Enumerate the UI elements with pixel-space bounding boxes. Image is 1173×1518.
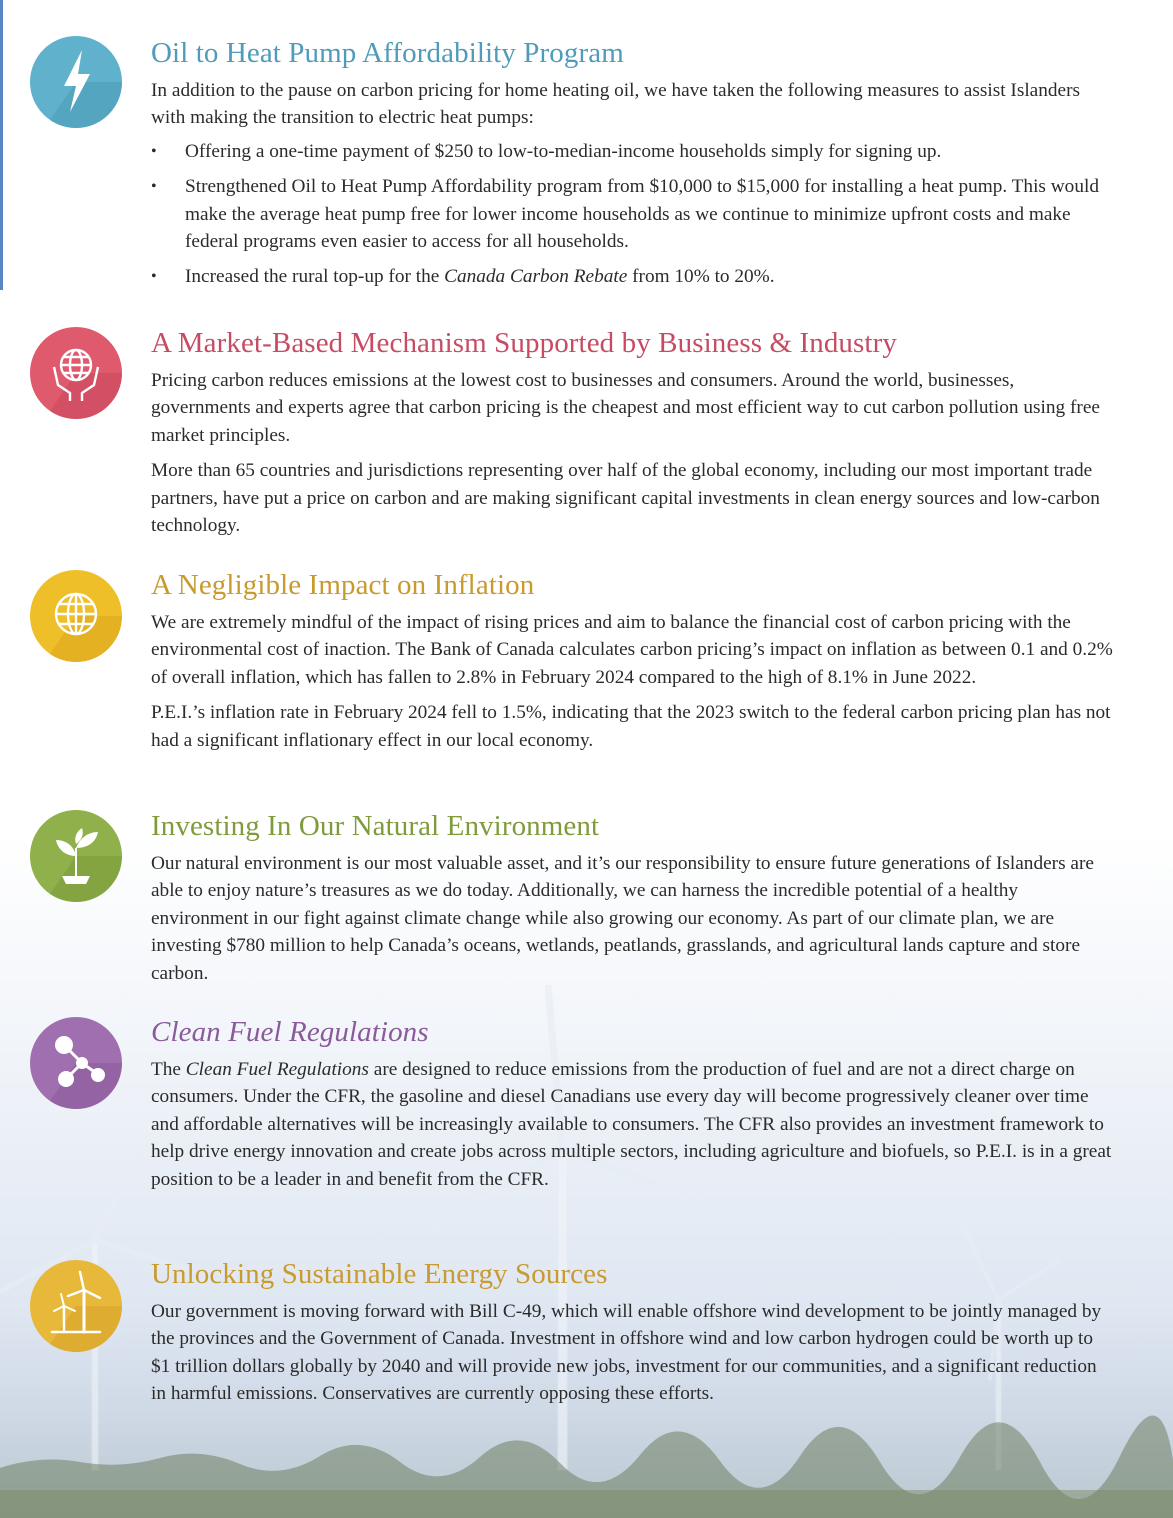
section-title: A Market-Based Mechanism Supported by Business & Industry xyxy=(151,327,897,359)
section-paragraph: Our government is moving forward with Bill C-49, which will enable offshore wind development to be jointly managed by the provinces and the Government of Canada. Investment in offshore wind and low carbon hydrogen could be worth up to $1 trillion dollars globally by 2040 and will provide new jobs, investment for our communities, and a significant reduction in harmful emissions. Conservatives are currently opposing these efforts. xyxy=(151,1301,1102,1405)
measures-list xyxy=(151,138,1116,291)
list-item: • Offering a one-time payment of $250 to low-to-median-income households simply for signing up. xyxy=(151,138,1116,165)
section-paragraph: We are extremely mindful of the impact of rising prices and aim to balance the financial cost of carbon pricing with the environmental cost of inaction. The Bank of Canada calculates carbon pricing’s impact on inflation as between 0.1 and 0.2% of overall inflation, which has fallen to 2.8% in February 2024 compared to the high of 8.1% in June 2022. xyxy=(151,612,1113,688)
molecule-icon xyxy=(30,1017,122,1109)
section-title: Unlocking Sustainable Energy Sources xyxy=(151,1258,608,1290)
list-item: • Strengthened Oil to Heat Pump Affordability program from $10,000 to $15,000 for installing a heat pump. This would make the average heat pump free for lower income households as we continue to minimize upfront costs and make federal programs even easier to access for all households. xyxy=(151,173,1116,255)
section-paragraph: P.E.I.’s inflation rate in February 2024 fell to 1.5%, indicating that the 2023 switch to the federal carbon pricing plan has not had a significant inflationary effect in our local economy. xyxy=(151,702,1111,751)
regulation-name: Clean Fuel Regulations xyxy=(185,1059,369,1080)
section-paragraph xyxy=(151,1056,1116,1193)
lightning-bolt-icon xyxy=(30,36,122,128)
paragraph-body: are designed to reduce emissions from the production of fuel and are not a direct charge on consumers. Under the CFR, the gasoline and diesel Canadians use every day will become progressively cleaner over time and affordable alternatives will be increasingly available to consumers. The CFR also provides an investment framework to help drive energy innovation and create jobs across multiple sectors, including agriculture and biofuels, so P.E.I. is in a great position to be a leader in and benefit from the CFR. xyxy=(151,1059,1112,1190)
list-item-text: from 10% to 20%. xyxy=(627,266,775,288)
list-item xyxy=(151,263,1116,290)
section-title: Clean Fuel Regulations xyxy=(151,1016,429,1048)
section-title: Oil to Heat Pump Affordability Program xyxy=(151,37,624,69)
section-intro: In addition to the pause on carbon pricing for home heating oil, we have taken the following measures to assist Islanders with making the transition to electric heat pumps: xyxy=(151,80,1081,129)
paragraph-lead: The xyxy=(151,1059,186,1080)
section-title: A Negligible Impact on Inflation xyxy=(151,569,535,601)
list-item-text: Increased the rural top-up for the xyxy=(185,266,445,288)
seedling-icon xyxy=(30,810,122,902)
section-title: Investing In Our Natural Environment xyxy=(151,810,600,842)
section-paragraph: Pricing carbon reduces emissions at the lowest cost to businesses and consumers. Around the world, businesses, governments and experts agree that carbon pricing is the cheapest and most efficient way to cut carbon pollution using free market principles. xyxy=(151,370,1100,446)
wind-turbines-icon xyxy=(30,1260,122,1352)
program-name: Canada Carbon Rebate xyxy=(444,266,628,288)
section-paragraph: Our natural environment is our most valuable asset, and it’s our responsibility to ensure future generations of Islanders are able to enjoy nature’s treasures as we do today. Additionally, we can harness the incredible potential of a healthy environment in our fight against climate change while also growing our economy. As part of our climate plan, we are investing $780 million to help Canada’s oceans, wetlands, peatlands, grasslands, and agricultural lands capture and store carbon. xyxy=(151,853,1094,984)
globe-in-hands-icon xyxy=(30,327,122,419)
section-paragraph: More than 65 countries and jurisdictions representing over half of the global economy, including our most important trade partners, have put a price on carbon and are making significant capital investments in clean energy sources and low-carbon technology. xyxy=(151,460,1100,537)
globe-icon xyxy=(30,570,122,662)
